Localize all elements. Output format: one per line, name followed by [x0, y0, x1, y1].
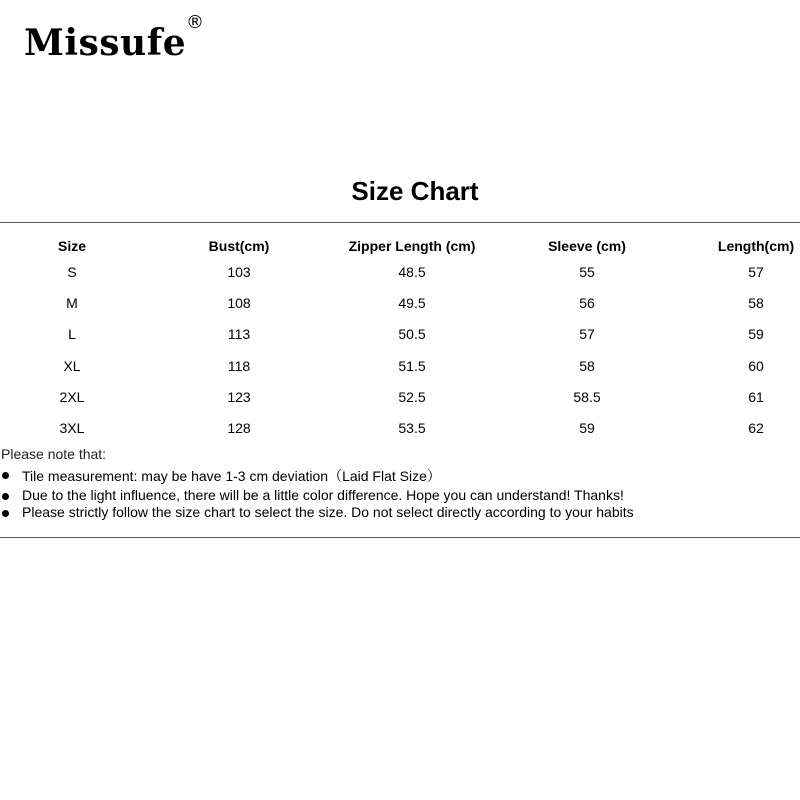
- cell-size: S: [67, 264, 77, 280]
- cell-zipper-length: 48.5: [398, 264, 426, 280]
- cell-bust: 128: [227, 420, 251, 436]
- registered-mark: ®: [186, 12, 204, 33]
- cell-zipper-length: 52.5: [398, 389, 426, 405]
- cell-sleeve: 58: [579, 358, 595, 374]
- bullet-icon: [2, 510, 9, 517]
- table-row: [0, 389, 800, 409]
- cell-zipper-length: 50.5: [398, 326, 426, 342]
- cell-zipper-length: 51.5: [398, 358, 426, 374]
- cell-bust: 108: [227, 295, 251, 311]
- cell-length: 60: [748, 358, 764, 374]
- cell-size: XL: [63, 358, 81, 374]
- cell-sleeve: 55: [579, 264, 595, 280]
- cell-size: M: [66, 295, 78, 311]
- cell-sleeve: 58.5: [573, 389, 601, 405]
- header-bust: Bust(cm): [208, 238, 270, 254]
- table-row: [0, 264, 800, 284]
- cell-zipper-length: 49.5: [398, 295, 426, 311]
- cell-sleeve: 59: [579, 420, 595, 436]
- header-length: Length(cm): [717, 238, 795, 254]
- cell-size: 2XL: [59, 389, 85, 405]
- table-row: [0, 358, 800, 378]
- cell-length: 57: [748, 264, 764, 280]
- cell-length: 62: [748, 420, 764, 436]
- cell-bust: 123: [227, 389, 251, 405]
- header-sleeve: Sleeve (cm): [548, 238, 626, 254]
- top-divider: [0, 222, 800, 223]
- table-row: [0, 295, 800, 315]
- note-text: Tile measurement: may be have 1-3 cm deviation（Laid Flat Size）: [22, 468, 441, 484]
- note-text: Due to the light influence, there will be a little color difference. Hope you can understand! Thanks!: [22, 487, 624, 503]
- cell-sleeve: 56: [579, 295, 595, 311]
- cell-length: 61: [748, 389, 764, 405]
- cell-size: L: [68, 326, 76, 342]
- brand-logo: Missufe: [24, 22, 187, 64]
- cell-size: 3XL: [59, 420, 85, 436]
- table-header: [0, 238, 800, 258]
- notes-intro: Please note that:: [1, 446, 107, 462]
- page-title: Size Chart: [351, 176, 479, 206]
- table-row: [0, 326, 800, 346]
- bullet-icon: [2, 493, 9, 500]
- bottom-divider: [0, 537, 800, 538]
- table-row: [0, 420, 800, 440]
- header-zipper-length: Zipper Length (cm): [348, 238, 476, 254]
- cell-bust: 103: [227, 264, 251, 280]
- cell-bust: 118: [227, 358, 251, 374]
- cell-length: 58: [748, 295, 764, 311]
- cell-sleeve: 57: [579, 326, 595, 342]
- cell-length: 59: [748, 326, 764, 342]
- cell-zipper-length: 53.5: [398, 420, 426, 436]
- cell-bust: 113: [227, 326, 251, 342]
- note-text: Please strictly follow the size chart to select the size. Do not select directly according to your habits: [22, 504, 634, 520]
- bullet-icon: [2, 472, 9, 479]
- header-size: Size: [57, 238, 86, 254]
